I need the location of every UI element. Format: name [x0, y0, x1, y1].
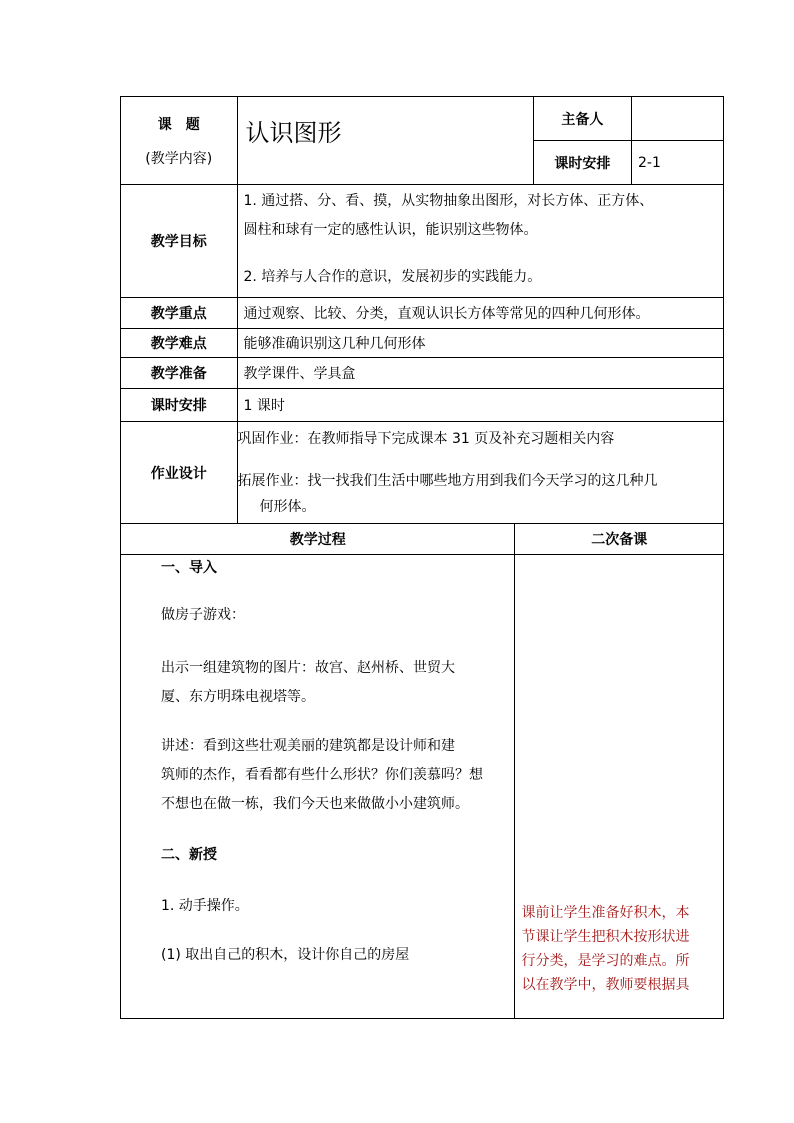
section-1-title: 一、导入 [161, 560, 217, 576]
goals-line-2: 圆柱和球有一定的感性认识，能识别这些物体。 [243, 222, 538, 238]
lesson-plan [120, 96, 724, 1022]
note-line-3: 行分类，是学习的难点。所 [521, 953, 690, 969]
hours-value: 1 课时 [237, 389, 724, 422]
note-line-1: 课前让学生准备好积木，本 [521, 905, 690, 921]
section-1-para-3b: 筑师的杰作，看看都有些什么形状？你们羡慕吗？想 [161, 767, 483, 783]
difficulty-label: 教学难点 [121, 329, 238, 358]
key-point-value: 通过观察、比较、分类，直观认识长方体等常见的四种几何形体。 [237, 298, 724, 329]
lesson-plan-table [120, 96, 724, 1019]
homework-line-1: 巩固作业：在教师指导下完成课本 31 页及补充习题相关内容 [237, 431, 615, 447]
lesson-title-cell [237, 97, 533, 185]
lesson-label: 课 题 [157, 116, 200, 133]
note-line-4: 以在教学中，教师要根据具 [521, 977, 690, 993]
process-header: 教学过程 [121, 524, 515, 555]
section-2-title: 二、新授 [161, 847, 217, 863]
section-2-para-2: (1) 取出自己的积木，设计你自己的房屋 [161, 947, 410, 963]
goals-line-1: 1. 通过搭、分、看、摸，从实物抽象出图形，对长方体、正方体、 [243, 193, 654, 209]
key-point-label: 教学重点 [121, 298, 238, 329]
homework-line-3: 何形体。 [259, 499, 316, 515]
schedule-label: 课时安排 [533, 141, 631, 185]
lesson-title: 认识图形 [245, 119, 342, 147]
preparer-value [631, 97, 723, 141]
goals-line-3: 2. 培养与人合作的意识，发展初步的实践能力。 [243, 269, 542, 285]
hours-label: 课时安排 [121, 389, 238, 422]
difficulty-value: 能够准确识别这几种几何形体 [237, 329, 724, 358]
preparation-value: 教学课件、学具盒 [237, 358, 724, 389]
goals-content [237, 185, 724, 298]
homework-content [237, 422, 724, 524]
section-1-para-2a: 出示一组建筑物的图片：故宫、赵州桥、世贸大 [161, 660, 455, 676]
note-line-2: 节课让学生把积木按形状进 [521, 929, 690, 945]
homework-label: 作业设计 [121, 422, 238, 524]
lesson-sublabel: (教学内容) [145, 150, 213, 167]
goals-label: 教学目标 [121, 185, 238, 298]
section-1-para-3a: 讲述：看到这些壮观美丽的建筑都是设计师和建 [161, 738, 455, 754]
secondary-prep-body [515, 555, 724, 1019]
homework-line-2: 拓展作业：找一找我们生活中哪些地方用到我们今天学习的这几种几 [237, 473, 658, 489]
section-1-para-1: 做房子游戏： [161, 607, 245, 623]
schedule-value: 2-1 [631, 141, 723, 185]
section-1-para-3c: 不想也在做一栋，我们今天也来做做小小建筑师。 [161, 796, 469, 812]
process-body [121, 555, 515, 1019]
preparer-label: 主备人 [533, 97, 631, 141]
section-1-para-2b: 厦、东方明珠电视塔等。 [161, 689, 315, 705]
secondary-prep-header: 二次备课 [515, 524, 724, 555]
section-2-para-1: 1. 动手操作。 [161, 898, 249, 914]
lesson-label-cell [121, 97, 238, 185]
preparation-label: 教学准备 [121, 358, 238, 389]
